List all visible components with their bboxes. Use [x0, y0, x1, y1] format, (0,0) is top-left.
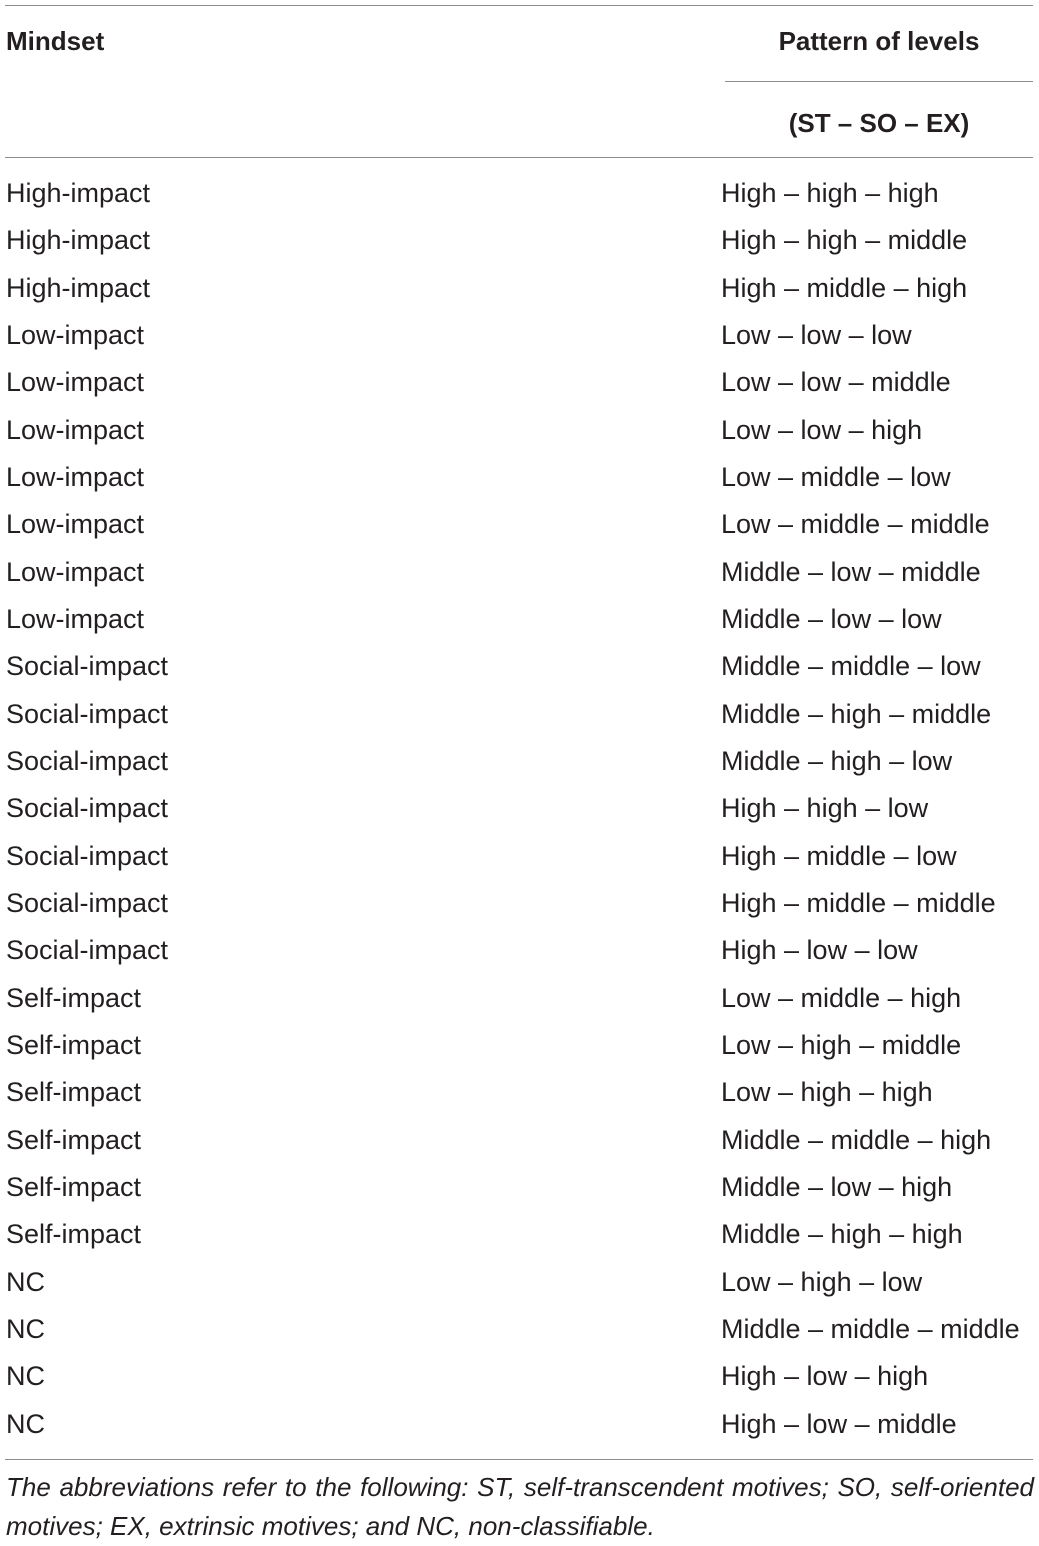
pattern-cell: High – middle – high [721, 272, 968, 303]
pattern-cell: Low – high – middle [721, 1029, 962, 1060]
pattern-cell: Middle – high – low [721, 745, 953, 776]
table-footnote: The abbreviations refer to the following: ST, self-transcendent motives; SO, self-oriented motives; EX, extrinsic motives; and NC, non-classifiable. [6, 1472, 1034, 1541]
mindset-cell: Low-impact [6, 461, 145, 492]
pattern-cell: Middle – high – middle [721, 698, 992, 729]
pattern-cell: High – low – middle [721, 1408, 957, 1439]
header-pattern-sublabel: (ST – SO – EX) [788, 108, 970, 138]
mindset-cell: Low-impact [6, 367, 145, 398]
pattern-cell: Low – middle – low [721, 461, 951, 492]
mindset-cell: Self-impact [6, 1077, 142, 1108]
table-row [0, 643, 1039, 690]
table-row [0, 785, 1039, 832]
mindset-cell: Social-impact [6, 793, 169, 824]
mindset-cell: Social-impact [6, 698, 169, 729]
mindset-cell: Low-impact [6, 603, 145, 634]
table-row [0, 217, 1039, 264]
mindset-cell: Social-impact [6, 887, 169, 918]
pattern-cell: High – middle – middle [721, 887, 996, 918]
mindset-cell: Social-impact [6, 651, 169, 682]
table-row [0, 170, 1039, 217]
mindset-cell: NC [6, 1313, 45, 1344]
header-sub-rule [725, 81, 1033, 82]
table-row [0, 1401, 1039, 1448]
table-row [0, 1069, 1039, 1116]
mindset-cell: NC [6, 1361, 45, 1392]
pattern-cell: Middle – middle – low [721, 651, 981, 682]
mindset-cell: Self-impact [6, 1219, 142, 1250]
table-row [0, 975, 1039, 1022]
pattern-cell: High – low – high [721, 1361, 929, 1392]
mindset-cell: Self-impact [6, 1171, 142, 1202]
table-row [0, 833, 1039, 880]
pattern-cell: Low – middle – high [721, 982, 962, 1013]
header-bottom-rule [5, 157, 1033, 158]
header-pattern-of-levels: Pattern of levels [778, 26, 980, 56]
pattern-cell: Low – low – high [721, 414, 923, 445]
pattern-cell: Low – low – middle [721, 367, 951, 398]
table-row [0, 927, 1039, 974]
mindset-cell: Low-impact [6, 509, 145, 540]
pattern-cell: High – high – low [721, 793, 929, 824]
pattern-cell: Low – low – low [721, 319, 912, 350]
pattern-cell: High – high – high [721, 178, 939, 208]
pattern-cell: Middle – middle – middle [721, 1313, 1020, 1344]
table-row [0, 265, 1039, 312]
mindset-cell: Self-impact [6, 1029, 142, 1060]
mindset-cell: NC [6, 1408, 45, 1439]
table-row [0, 454, 1039, 501]
mindset-cell: Social-impact [6, 935, 169, 966]
mindset-cell: Self-impact [6, 1124, 142, 1155]
mindset-cell: NC [6, 1266, 45, 1297]
pattern-cell: Middle – middle – high [721, 1124, 992, 1155]
table-row [0, 1211, 1039, 1258]
mindset-cell: Self-impact [6, 982, 142, 1013]
pattern-cell: High – low – low [721, 935, 918, 966]
table-bottom-rule [5, 1459, 1033, 1460]
pattern-cell: Middle – low – middle [721, 556, 981, 587]
table-row [0, 596, 1039, 643]
table-row [0, 1353, 1039, 1400]
table-row [0, 1259, 1039, 1306]
pattern-cell: Middle – low – high [721, 1171, 953, 1202]
table-body [0, 170, 1039, 1448]
table-row [0, 501, 1039, 548]
table-row [0, 880, 1039, 927]
table-row [0, 691, 1039, 738]
pattern-cell: Low – middle – middle [721, 509, 990, 540]
table-row [0, 1117, 1039, 1164]
pattern-cell: Middle – high – high [721, 1219, 963, 1250]
mindset-cell: Low-impact [6, 414, 145, 445]
mindset-cell: High-impact [6, 272, 151, 303]
header-mindset: Mindset [6, 26, 105, 56]
mindset-cell: Low-impact [6, 319, 145, 350]
pattern-cell: High – high – middle [721, 225, 968, 256]
table-row [0, 407, 1039, 454]
table-row [0, 359, 1039, 406]
pattern-cell: Low – high – low [721, 1266, 923, 1297]
pattern-cell: High – middle – low [721, 840, 957, 871]
mindset-cell: Social-impact [6, 745, 169, 776]
mindset-cell: Social-impact [6, 840, 169, 871]
table-row [0, 1164, 1039, 1211]
mindset-cell: High-impact [6, 225, 151, 256]
mindset-cell: High-impact [6, 178, 151, 208]
table-row [0, 312, 1039, 359]
table-top-rule [5, 5, 1033, 6]
table-row [0, 549, 1039, 596]
table-row [0, 738, 1039, 785]
pattern-cell: Low – high – high [721, 1077, 933, 1108]
pattern-cell: Middle – low – low [721, 603, 942, 634]
table-row [0, 1022, 1039, 1069]
table-row [0, 1306, 1039, 1353]
mindset-cell: Low-impact [6, 556, 145, 587]
